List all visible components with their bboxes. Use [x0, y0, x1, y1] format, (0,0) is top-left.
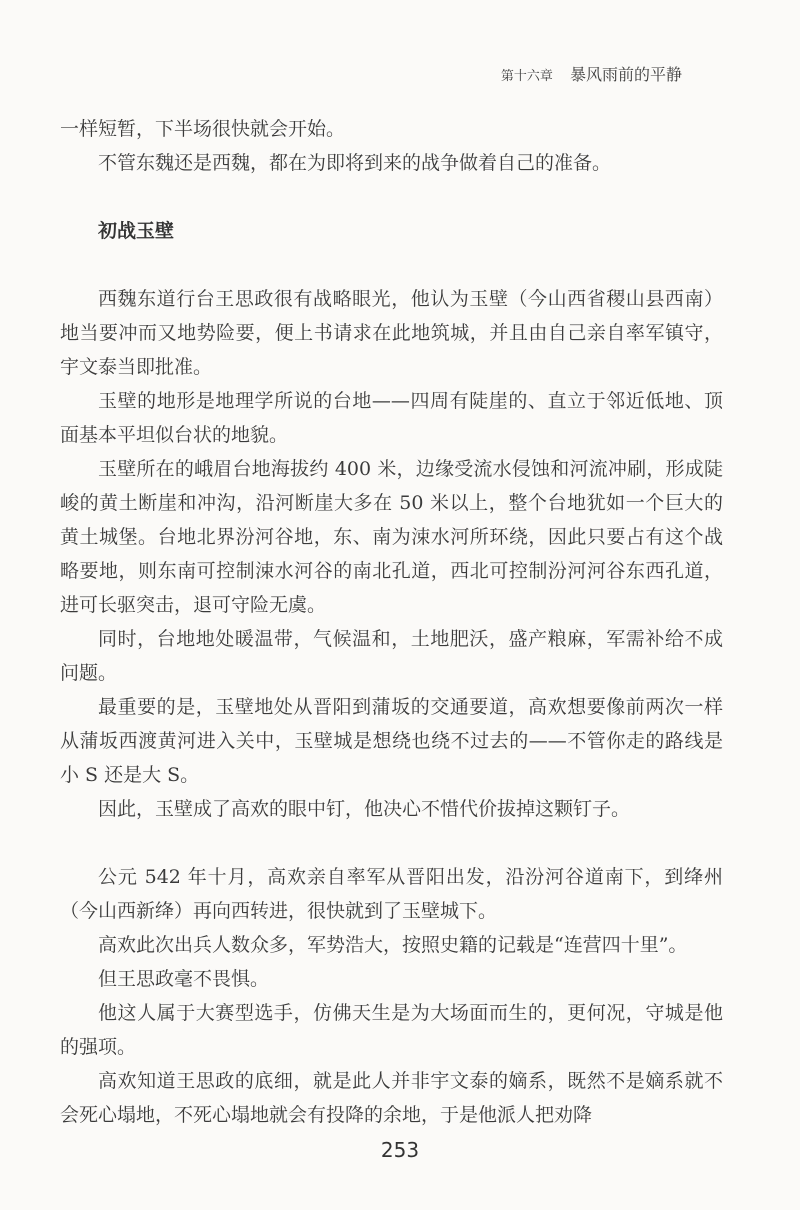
- section-heading: 初战玉壁: [98, 220, 175, 242]
- chapter-label: 第十六章: [500, 69, 553, 84]
- paragraph: 玉壁的地形是地理学所说的台地——四周有陡崖的、直立于邻近低地、顶面基本平坦似台状的地貌。: [60, 390, 723, 446]
- body-text: [60, 112, 723, 1132]
- paragraph: 同时，台地地处暖温带，气候温和，土地肥沃，盛产粮麻，军需补给不成问题。: [60, 628, 723, 684]
- paragraph: 西魏东道行台王思政很有战略眼光，他认为玉壁（今山西省稷山县西南）地当要冲而又地势险要，便上书请求在此地筑城，并且由自己亲自率军镇守，宇文泰当即批准。: [60, 288, 723, 378]
- paragraph: 玉壁所在的峨眉台地海拔约 400 米，边缘受流水侵蚀和河流冲刷，形成陡峻的黄土断崖和冲沟，沿河断崖大多在 50 米以上，整个台地犹如一个巨大的黄土城堡。台地北界汾河谷地，东、南为涑水河所环绕，因此只要占有这个战略要地，则东南可控制涑水河谷的南北孔道，西北可控制汾河河谷东西孔道，进可长驱突击，退可守险无虞。: [60, 458, 723, 616]
- paragraph: 公元 542 年十月，高欢亲自率军从晋阳出发，沿汾河谷道南下，到绛州（今山西新绛）再向西转进，很快就到了玉壁城下。: [60, 866, 723, 922]
- paragraph: 高欢此次出兵人数众多，军势浩大，按照史籍的记载是“连营四十里”。: [98, 934, 688, 956]
- paragraph: 他这人属于大赛型选手，仿佛天生是为大场面而生的，更何况，守城是他的强项。: [60, 1002, 723, 1058]
- spacer: [60, 248, 723, 282]
- paragraph: 最重要的是，玉壁地处从晋阳到蒲坂的交通要道，高欢想要像前两次一样从蒲坂西渡黄河进入关中，玉壁城是想绕也绕不过去的——不管你走的路线是小 S 还是大 S。: [60, 696, 723, 786]
- running-header: [501, 62, 682, 85]
- spacer: [60, 826, 723, 860]
- page-number: 253: [380, 1138, 420, 1162]
- paragraph: 高欢知道王思政的底细，就是此人并非宇文泰的嫡系，既然不是嫡系就不会死心塌地，不死心塌地就会有投降的余地，于是他派人把劝降: [60, 1070, 723, 1126]
- paragraph: 但王思政毫不畏惧。: [98, 968, 270, 990]
- spacer: [60, 180, 723, 214]
- paragraph: 不管东魏还是西魏，都在为即将到来的战争做着自己的准备。: [98, 152, 612, 174]
- chapter-title: 暴风雨前的平静: [569, 65, 682, 84]
- paragraph: 因此，玉壁成了高欢的眼中钉，他决心不惜代价拔掉这颗钉子。: [98, 798, 631, 820]
- paragraph-continued: 一样短暂，下半场很快就会开始。: [60, 118, 346, 140]
